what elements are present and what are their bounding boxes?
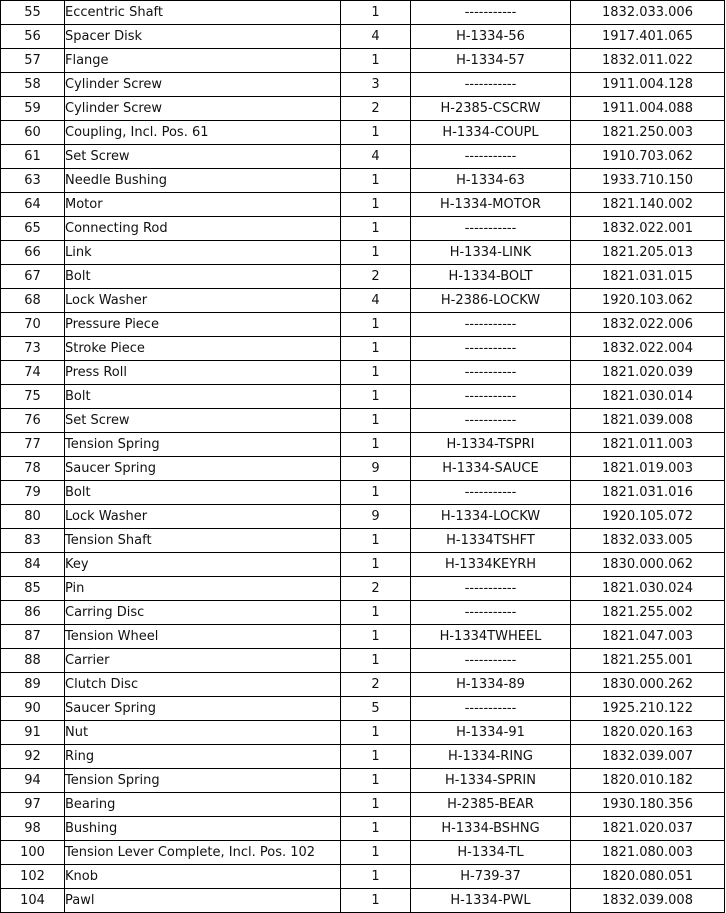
description-cell: Flange bbox=[65, 49, 341, 73]
part-number-cell: H-2386-LOCKW bbox=[411, 289, 571, 313]
part-number-cell: H-1334-BOLT bbox=[411, 265, 571, 289]
description-cell: Cylinder Screw bbox=[65, 73, 341, 97]
quantity-cell: 1 bbox=[341, 49, 411, 73]
quantity-cell: 1 bbox=[341, 313, 411, 337]
position-cell: 60 bbox=[1, 121, 65, 145]
order-code-cell: 1920.103.062 bbox=[571, 289, 725, 313]
order-code-cell: 1821.250.003 bbox=[571, 121, 725, 145]
order-code-cell: 1832.022.006 bbox=[571, 313, 725, 337]
part-number-cell: H-739-37 bbox=[411, 865, 571, 889]
position-cell: 61 bbox=[1, 145, 65, 169]
order-code-cell: 1917.401.065 bbox=[571, 25, 725, 49]
position-cell: 65 bbox=[1, 217, 65, 241]
position-cell: 63 bbox=[1, 169, 65, 193]
table-row bbox=[1, 337, 725, 361]
table-row bbox=[1, 313, 725, 337]
part-number-cell: H-1334-LOCKW bbox=[411, 505, 571, 529]
order-code-cell: 1830.000.062 bbox=[571, 553, 725, 577]
position-cell: 79 bbox=[1, 481, 65, 505]
part-number-cell: H-1334-SPRIN bbox=[411, 769, 571, 793]
table-row bbox=[1, 865, 725, 889]
table-row bbox=[1, 385, 725, 409]
position-cell: 56 bbox=[1, 25, 65, 49]
description-cell: Ring bbox=[65, 745, 341, 769]
part-number-cell: ----------- bbox=[411, 385, 571, 409]
order-code-cell: 1821.030.014 bbox=[571, 385, 725, 409]
quantity-cell: 1 bbox=[341, 769, 411, 793]
part-number-cell: H-1334-91 bbox=[411, 721, 571, 745]
part-number-cell: H-1334-89 bbox=[411, 673, 571, 697]
description-cell: Carrier bbox=[65, 649, 341, 673]
part-number-cell: H-1334-SAUCE bbox=[411, 457, 571, 481]
quantity-cell: 1 bbox=[341, 241, 411, 265]
table-row bbox=[1, 673, 725, 697]
quantity-cell: 1 bbox=[341, 409, 411, 433]
table-row bbox=[1, 49, 725, 73]
part-number-cell: ----------- bbox=[411, 1, 571, 25]
description-cell: Press Roll bbox=[65, 361, 341, 385]
part-number-cell: H-2385-BEAR bbox=[411, 793, 571, 817]
part-number-cell: H-1334-COUPL bbox=[411, 121, 571, 145]
description-cell: Tension Lever Complete, Incl. Pos. 102 bbox=[65, 841, 341, 865]
table-row bbox=[1, 409, 725, 433]
quantity-cell: 1 bbox=[341, 625, 411, 649]
table-row bbox=[1, 193, 725, 217]
description-cell: Nut bbox=[65, 721, 341, 745]
part-number-cell: H-1334-63 bbox=[411, 169, 571, 193]
table-row bbox=[1, 361, 725, 385]
description-cell: Link bbox=[65, 241, 341, 265]
order-code-cell: 1933.710.150 bbox=[571, 169, 725, 193]
position-cell: 77 bbox=[1, 433, 65, 457]
description-cell: Tension Shaft bbox=[65, 529, 341, 553]
part-number-cell: H-1334-BSHNG bbox=[411, 817, 571, 841]
description-cell: Pressure Piece bbox=[65, 313, 341, 337]
part-number-cell: ----------- bbox=[411, 337, 571, 361]
position-cell: 104 bbox=[1, 889, 65, 913]
position-cell: 92 bbox=[1, 745, 65, 769]
description-cell: Needle Bushing bbox=[65, 169, 341, 193]
order-code-cell: 1821.019.003 bbox=[571, 457, 725, 481]
part-number-cell: ----------- bbox=[411, 145, 571, 169]
position-cell: 86 bbox=[1, 601, 65, 625]
order-code-cell: 1925.210.122 bbox=[571, 697, 725, 721]
position-cell: 97 bbox=[1, 793, 65, 817]
quantity-cell: 2 bbox=[341, 265, 411, 289]
table-row bbox=[1, 577, 725, 601]
quantity-cell: 9 bbox=[341, 505, 411, 529]
order-code-cell: 1911.004.128 bbox=[571, 73, 725, 97]
position-cell: 84 bbox=[1, 553, 65, 577]
part-number-cell: ----------- bbox=[411, 361, 571, 385]
order-code-cell: 1821.031.015 bbox=[571, 265, 725, 289]
quantity-cell: 1 bbox=[341, 481, 411, 505]
quantity-cell: 1 bbox=[341, 745, 411, 769]
quantity-cell: 1 bbox=[341, 889, 411, 913]
position-cell: 102 bbox=[1, 865, 65, 889]
position-cell: 100 bbox=[1, 841, 65, 865]
table-row bbox=[1, 97, 725, 121]
quantity-cell: 1 bbox=[341, 337, 411, 361]
part-number-cell: H-1334-56 bbox=[411, 25, 571, 49]
part-number-cell: ----------- bbox=[411, 697, 571, 721]
table-row bbox=[1, 769, 725, 793]
description-cell: Bushing bbox=[65, 817, 341, 841]
table-row bbox=[1, 529, 725, 553]
order-code-cell: 1832.039.008 bbox=[571, 889, 725, 913]
position-cell: 67 bbox=[1, 265, 65, 289]
quantity-cell: 2 bbox=[341, 577, 411, 601]
order-code-cell: 1832.011.022 bbox=[571, 49, 725, 73]
position-cell: 73 bbox=[1, 337, 65, 361]
quantity-cell: 4 bbox=[341, 289, 411, 313]
table-row bbox=[1, 841, 725, 865]
position-cell: 70 bbox=[1, 313, 65, 337]
table-row bbox=[1, 481, 725, 505]
table-row bbox=[1, 289, 725, 313]
part-number-cell: ----------- bbox=[411, 577, 571, 601]
quantity-cell: 1 bbox=[341, 193, 411, 217]
description-cell: Tension Spring bbox=[65, 433, 341, 457]
order-code-cell: 1830.000.262 bbox=[571, 673, 725, 697]
order-code-cell: 1832.039.007 bbox=[571, 745, 725, 769]
table-row bbox=[1, 1, 725, 25]
description-cell: Bearing bbox=[65, 793, 341, 817]
quantity-cell: 1 bbox=[341, 841, 411, 865]
order-code-cell: 1832.022.004 bbox=[571, 337, 725, 361]
part-number-cell: H-1334-MOTOR bbox=[411, 193, 571, 217]
order-code-cell: 1821.020.039 bbox=[571, 361, 725, 385]
position-cell: 55 bbox=[1, 1, 65, 25]
position-cell: 58 bbox=[1, 73, 65, 97]
table-row bbox=[1, 553, 725, 577]
table-row bbox=[1, 169, 725, 193]
part-number-cell: ----------- bbox=[411, 601, 571, 625]
description-cell: Saucer Spring bbox=[65, 697, 341, 721]
order-code-cell: 1832.022.001 bbox=[571, 217, 725, 241]
description-cell: Stroke Piece bbox=[65, 337, 341, 361]
description-cell: Pin bbox=[65, 577, 341, 601]
table-row bbox=[1, 625, 725, 649]
order-code-cell: 1821.140.002 bbox=[571, 193, 725, 217]
position-cell: 87 bbox=[1, 625, 65, 649]
position-cell: 94 bbox=[1, 769, 65, 793]
part-number-cell: H-1334-LINK bbox=[411, 241, 571, 265]
quantity-cell: 5 bbox=[341, 697, 411, 721]
table-row bbox=[1, 505, 725, 529]
quantity-cell: 1 bbox=[341, 121, 411, 145]
table-row bbox=[1, 145, 725, 169]
quantity-cell: 9 bbox=[341, 457, 411, 481]
table-row bbox=[1, 889, 725, 913]
position-cell: 76 bbox=[1, 409, 65, 433]
table-row bbox=[1, 121, 725, 145]
part-number-cell: H-1334-TL bbox=[411, 841, 571, 865]
order-code-cell: 1821.011.003 bbox=[571, 433, 725, 457]
position-cell: 98 bbox=[1, 817, 65, 841]
description-cell: Knob bbox=[65, 865, 341, 889]
table-row bbox=[1, 433, 725, 457]
order-code-cell: 1911.004.088 bbox=[571, 97, 725, 121]
quantity-cell: 2 bbox=[341, 97, 411, 121]
order-code-cell: 1821.031.016 bbox=[571, 481, 725, 505]
description-cell: Motor bbox=[65, 193, 341, 217]
table-row bbox=[1, 241, 725, 265]
table-row bbox=[1, 25, 725, 49]
table-row bbox=[1, 73, 725, 97]
description-cell: Carring Disc bbox=[65, 601, 341, 625]
order-code-cell: 1820.080.051 bbox=[571, 865, 725, 889]
position-cell: 89 bbox=[1, 673, 65, 697]
position-cell: 68 bbox=[1, 289, 65, 313]
order-code-cell: 1820.020.163 bbox=[571, 721, 725, 745]
position-cell: 64 bbox=[1, 193, 65, 217]
quantity-cell: 1 bbox=[341, 793, 411, 817]
part-number-cell: H-1334-RING bbox=[411, 745, 571, 769]
quantity-cell: 2 bbox=[341, 673, 411, 697]
position-cell: 85 bbox=[1, 577, 65, 601]
description-cell: Bolt bbox=[65, 481, 341, 505]
description-cell: Cylinder Screw bbox=[65, 97, 341, 121]
order-code-cell: 1821.080.003 bbox=[571, 841, 725, 865]
position-cell: 57 bbox=[1, 49, 65, 73]
part-number-cell: ----------- bbox=[411, 217, 571, 241]
part-number-cell: H-1334-57 bbox=[411, 49, 571, 73]
description-cell: Key bbox=[65, 553, 341, 577]
description-cell: Set Screw bbox=[65, 409, 341, 433]
description-cell: Tension Spring bbox=[65, 769, 341, 793]
description-cell: Saucer Spring bbox=[65, 457, 341, 481]
quantity-cell: 3 bbox=[341, 73, 411, 97]
part-number-cell: ----------- bbox=[411, 409, 571, 433]
order-code-cell: 1820.010.182 bbox=[571, 769, 725, 793]
quantity-cell: 1 bbox=[341, 385, 411, 409]
table-row bbox=[1, 721, 725, 745]
order-code-cell: 1821.255.002 bbox=[571, 601, 725, 625]
position-cell: 75 bbox=[1, 385, 65, 409]
order-code-cell: 1821.039.008 bbox=[571, 409, 725, 433]
description-cell: Bolt bbox=[65, 385, 341, 409]
order-code-cell: 1821.030.024 bbox=[571, 577, 725, 601]
description-cell: Lock Washer bbox=[65, 505, 341, 529]
quantity-cell: 1 bbox=[341, 361, 411, 385]
order-code-cell: 1821.020.037 bbox=[571, 817, 725, 841]
order-code-cell: 1821.047.003 bbox=[571, 625, 725, 649]
order-code-cell: 1821.205.013 bbox=[571, 241, 725, 265]
table-row bbox=[1, 265, 725, 289]
quantity-cell: 4 bbox=[341, 25, 411, 49]
part-number-cell: H-1334KEYRH bbox=[411, 553, 571, 577]
position-cell: 83 bbox=[1, 529, 65, 553]
description-cell: Spacer Disk bbox=[65, 25, 341, 49]
description-cell: Bolt bbox=[65, 265, 341, 289]
table-row bbox=[1, 817, 725, 841]
quantity-cell: 1 bbox=[341, 169, 411, 193]
quantity-cell: 1 bbox=[341, 553, 411, 577]
table-row bbox=[1, 601, 725, 625]
description-cell: Connecting Rod bbox=[65, 217, 341, 241]
description-cell: Pawl bbox=[65, 889, 341, 913]
table-row bbox=[1, 793, 725, 817]
description-cell: Eccentric Shaft bbox=[65, 1, 341, 25]
quantity-cell: 1 bbox=[341, 865, 411, 889]
table-row bbox=[1, 217, 725, 241]
order-code-cell: 1920.105.072 bbox=[571, 505, 725, 529]
table-row bbox=[1, 457, 725, 481]
part-number-cell: ----------- bbox=[411, 313, 571, 337]
part-number-cell: ----------- bbox=[411, 73, 571, 97]
quantity-cell: 1 bbox=[341, 817, 411, 841]
order-code-cell: 1832.033.005 bbox=[571, 529, 725, 553]
description-cell: Clutch Disc bbox=[65, 673, 341, 697]
quantity-cell: 1 bbox=[341, 601, 411, 625]
position-cell: 74 bbox=[1, 361, 65, 385]
order-code-cell: 1821.255.001 bbox=[571, 649, 725, 673]
order-code-cell: 1910.703.062 bbox=[571, 145, 725, 169]
position-cell: 80 bbox=[1, 505, 65, 529]
parts-table-body bbox=[1, 1, 725, 913]
quantity-cell: 1 bbox=[341, 721, 411, 745]
position-cell: 66 bbox=[1, 241, 65, 265]
table-row bbox=[1, 697, 725, 721]
description-cell: Lock Washer bbox=[65, 289, 341, 313]
quantity-cell: 1 bbox=[341, 529, 411, 553]
part-number-cell: ----------- bbox=[411, 481, 571, 505]
quantity-cell: 1 bbox=[341, 649, 411, 673]
description-cell: Tension Wheel bbox=[65, 625, 341, 649]
position-cell: 88 bbox=[1, 649, 65, 673]
part-number-cell: H-1334-TSPRI bbox=[411, 433, 571, 457]
position-cell: 78 bbox=[1, 457, 65, 481]
position-cell: 90 bbox=[1, 697, 65, 721]
part-number-cell: H-1334-PWL bbox=[411, 889, 571, 913]
description-cell: Set Screw bbox=[65, 145, 341, 169]
part-number-cell: H-1334TSHFT bbox=[411, 529, 571, 553]
order-code-cell: 1832.033.006 bbox=[571, 1, 725, 25]
table-row bbox=[1, 649, 725, 673]
quantity-cell: 1 bbox=[341, 217, 411, 241]
table-row bbox=[1, 745, 725, 769]
position-cell: 59 bbox=[1, 97, 65, 121]
quantity-cell: 1 bbox=[341, 1, 411, 25]
part-number-cell: ----------- bbox=[411, 649, 571, 673]
description-cell: Coupling, Incl. Pos. 61 bbox=[65, 121, 341, 145]
part-number-cell: H-2385-CSCRW bbox=[411, 97, 571, 121]
quantity-cell: 1 bbox=[341, 433, 411, 457]
position-cell: 91 bbox=[1, 721, 65, 745]
quantity-cell: 4 bbox=[341, 145, 411, 169]
part-number-cell: H-1334TWHEEL bbox=[411, 625, 571, 649]
order-code-cell: 1930.180.356 bbox=[571, 793, 725, 817]
